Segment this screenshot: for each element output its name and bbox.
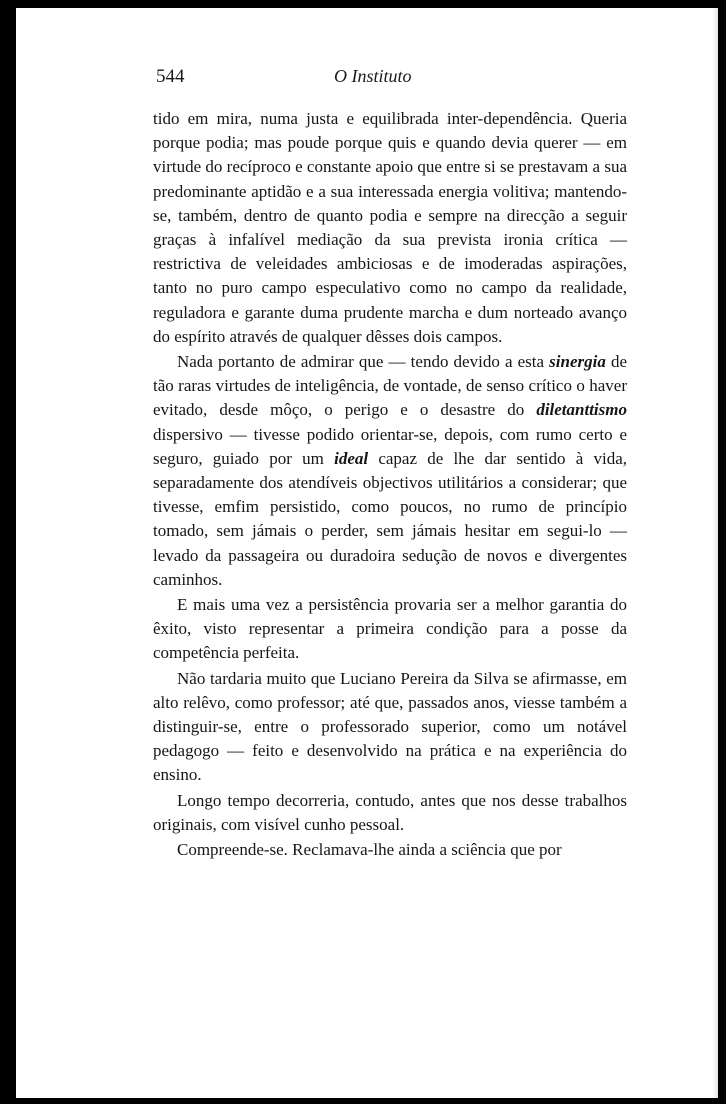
- page-number: 544: [156, 66, 185, 87]
- paragraph-2-text-d: capaz de lhe dar sentido à vida, separadamente dos atendíveis objectivos utilitários a considerar; que tivesse, emfim persistido, como poucos, no rumo de princípio tomado, sem jámais o perder, sem jámais hesitar em segui-lo — levado da passageira ou duradoira sedução de novos e divergentes caminhos.: [153, 448, 628, 589]
- term-ideal: ideal: [334, 448, 369, 468]
- paragraph-5: Longo tempo decorreria, contudo, antes que nos desse trabalhos originais, com visível cunho pessoal.: [153, 790, 627, 834]
- paragraph-2-text-a: Nada portanto de admirar que — tendo devido a esta: [177, 352, 550, 372]
- paragraph-2-text-b: de tão raras virtudes de inteligência, de vontade, de senso crítico o haver evitado, desde môço, o perigo e o desastre do: [153, 352, 628, 420]
- paragraph-6: Compreende-se. Reclamava-lhe ainda a sciência que por: [177, 840, 562, 860]
- paragraph-2: [153, 350, 627, 592]
- paragraph-4: Não tardaria muito que Luciano Pereira da Silva se afirmasse, em alto relêvo, como professor; até que, passados anos, viesse também a distinguir-se, entre o professorado superior, como um notável pedagogo — feito e desenvolvido na prática e na experiência do ensino.: [153, 668, 627, 785]
- page-header: [0, 66, 726, 92]
- running-title: O Instituto: [334, 66, 412, 86]
- paragraph-1: tido em mira, numa justa e equilibrada inter-dependência. Queria porque podia; mas poude porque quis e quando devia querer — em virtude do recíproco e constante apoio que entre si se prestavam a sua predominante aptidão e a sua interessada energia volitiva; mantendo-se, também, dentro de quanto podia e sempre na direcção a seguir graças à infalível mediação da sua prevista ironia crítica — restrictiva de veleidades ambiciosas e de imoderadas aspirações, tanto no puro campo especulativo como no campo da realidade, reguladora e garante duma prudente marcha e dum norteado avanço do espírito através de qualquer dêsses dois campos.: [153, 109, 627, 346]
- paragraph-2-text-c: dispersivo — tivesse podido orientar-se, depois, com rumo certo e seguro, guiado por um: [153, 424, 627, 468]
- term-sinergia: sinergia: [549, 352, 606, 372]
- paragraph-3: E mais uma vez a persistência provaria ser a melhor garantia do êxito, visto representar a primeira condição para a posse da competência perfeita.: [153, 595, 627, 663]
- term-diletanttismo: diletanttismo: [536, 400, 627, 420]
- body-text: [153, 107, 627, 863]
- page-edge-shadow: [712, 8, 718, 1098]
